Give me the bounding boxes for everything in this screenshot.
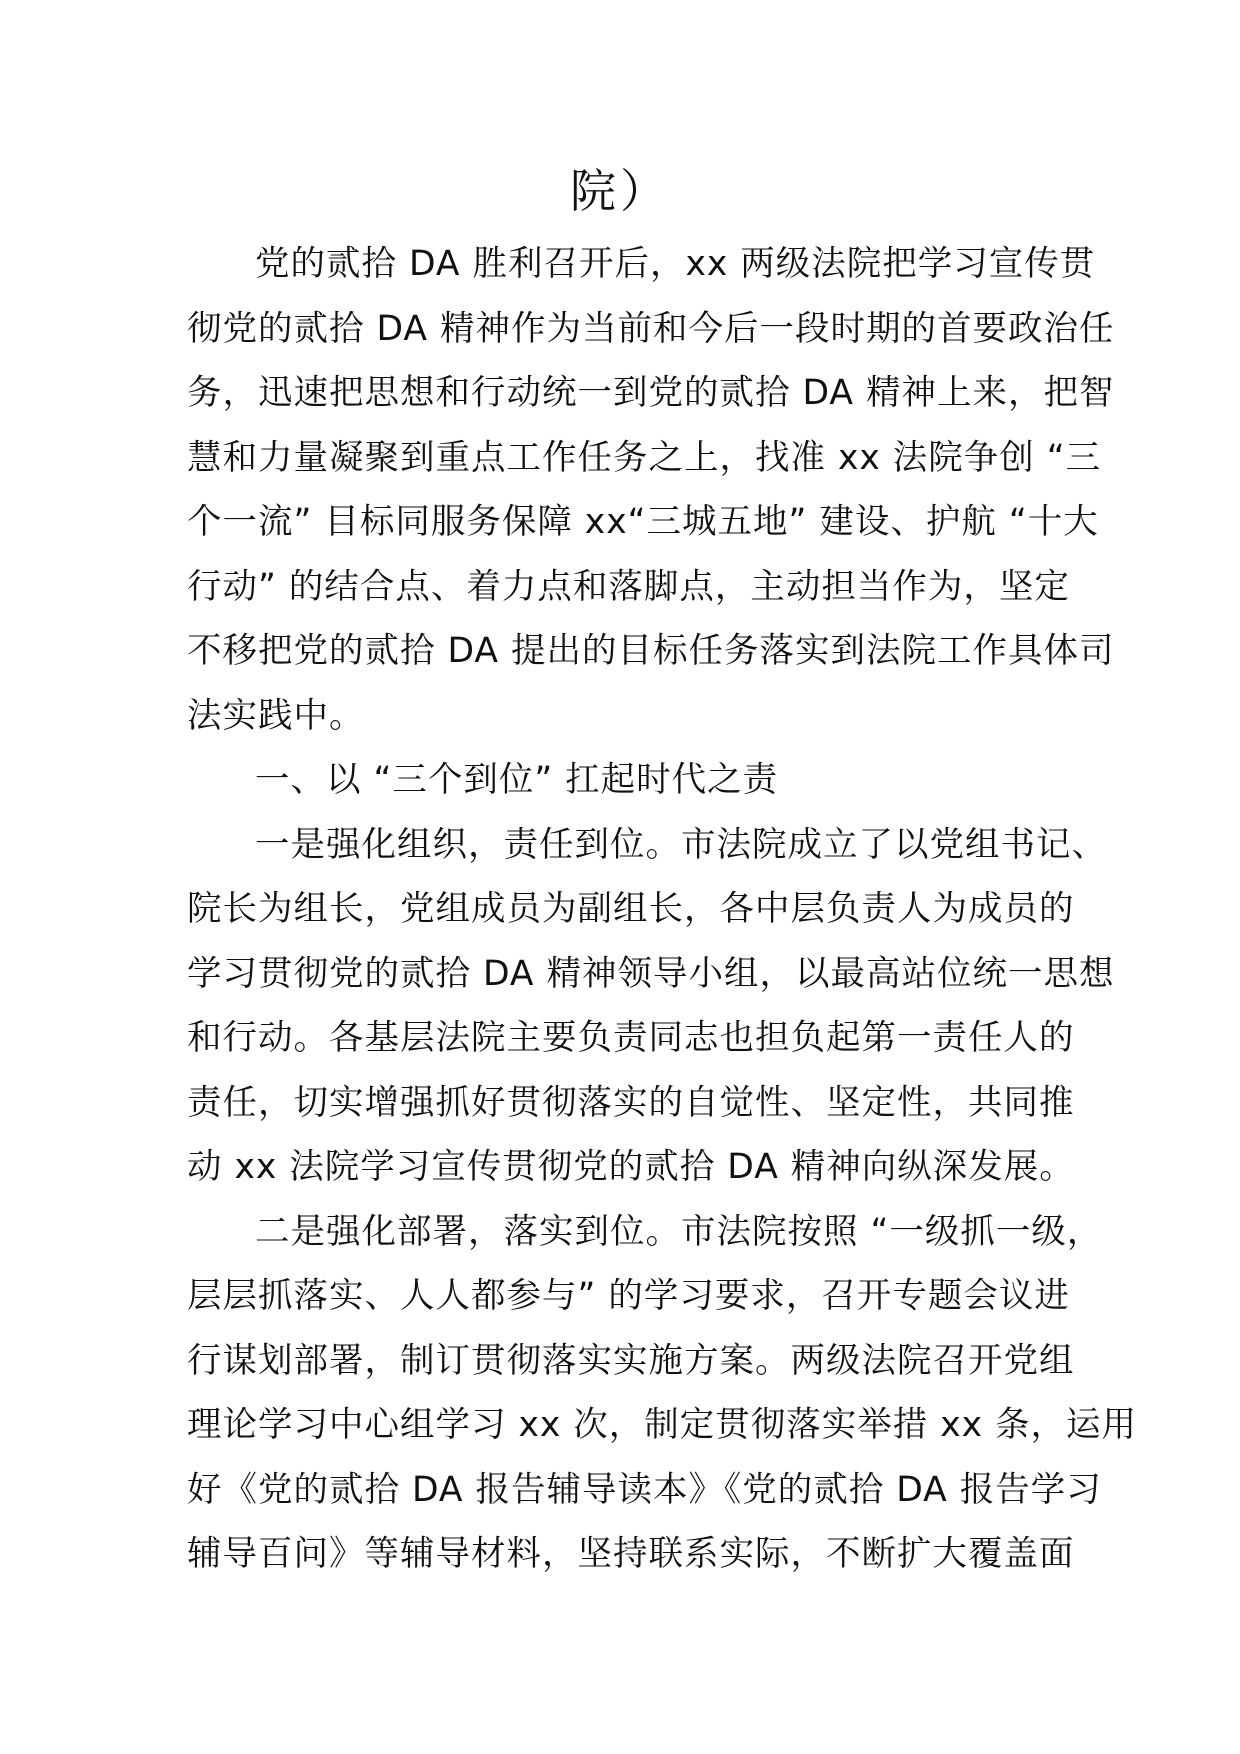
text-line: 好《党的贰拾 DA 报告辅导读本》《党的贰拾 DA 报告学习	[187, 1469, 1102, 1510]
text-line: 和行动。各基层法院主要负责同志也担负起第一责任人的	[187, 1018, 1075, 1058]
text-line: 法实践中。	[187, 695, 365, 736]
text-line: 务，迅速把思想和行动统一到党的贰拾 DA 精神上来，把智	[187, 373, 1115, 413]
text-line: 学习贯彻党的贰拾 DA 精神领导小组，以最高站位统一思想	[187, 953, 1115, 994]
text-line: 辅导百问》等辅导材料，坚持联系实际，不断扩大覆盖面	[187, 1534, 1075, 1574]
document-body	[187, 232, 1138, 1587]
text-line: 行动” 的结合点、着力点和落脚点，主动担当作为，坚定	[187, 566, 1070, 607]
text-line: 个一流” 目标同服务保障 xx“三城五地” 建设、护航 “十大	[187, 502, 1099, 542]
text-line: 理论学习中心组学习 xx 次，制定贯彻落实举措 xx 条，运用	[187, 1405, 1138, 1445]
text-line: 责任，切实增强抓好贯彻落实的自觉性、坚定性，共同推	[187, 1082, 1075, 1123]
text-line: 一是强化组织，责任到位。市法院成立了以党组书记、	[255, 824, 1107, 865]
text-line: 行谋划部署，制订贯彻落实实施方案。两级法院召开党组	[187, 1340, 1075, 1381]
text-line: 二是强化部署，落实到位。市法院按照 “一级抓一级，	[255, 1211, 1103, 1252]
text-line: 彻党的贰拾 DA 精神作为当前和今后一段时期的首要政治任	[187, 308, 1115, 349]
text-line: 动 xx 法院学习宣传贯彻党的贰拾 DA 精神向纵深发展。	[187, 1147, 1075, 1187]
text-line: 慧和力量凝聚到重点工作任务之上，找准 xx 法院争创 “三	[187, 437, 1102, 478]
text-line: 院长为组长，党组成员为副组长，各中层负责人为成员的	[187, 889, 1075, 929]
text-line: 层层抓落实、人人都参与” 的学习要求，召开专题会议进	[187, 1276, 1070, 1316]
text-line: 一、以 “三个到位” 扛起时代之责	[255, 760, 779, 800]
text-line: 不移把党的贰拾 DA 提出的目标任务落实到法院工作具体司	[187, 631, 1115, 671]
document-title: 院）	[570, 164, 670, 218]
text-line: 党的贰拾 DA 胜利召开后，xx 两级法院把学习宣传贯	[255, 244, 1096, 284]
